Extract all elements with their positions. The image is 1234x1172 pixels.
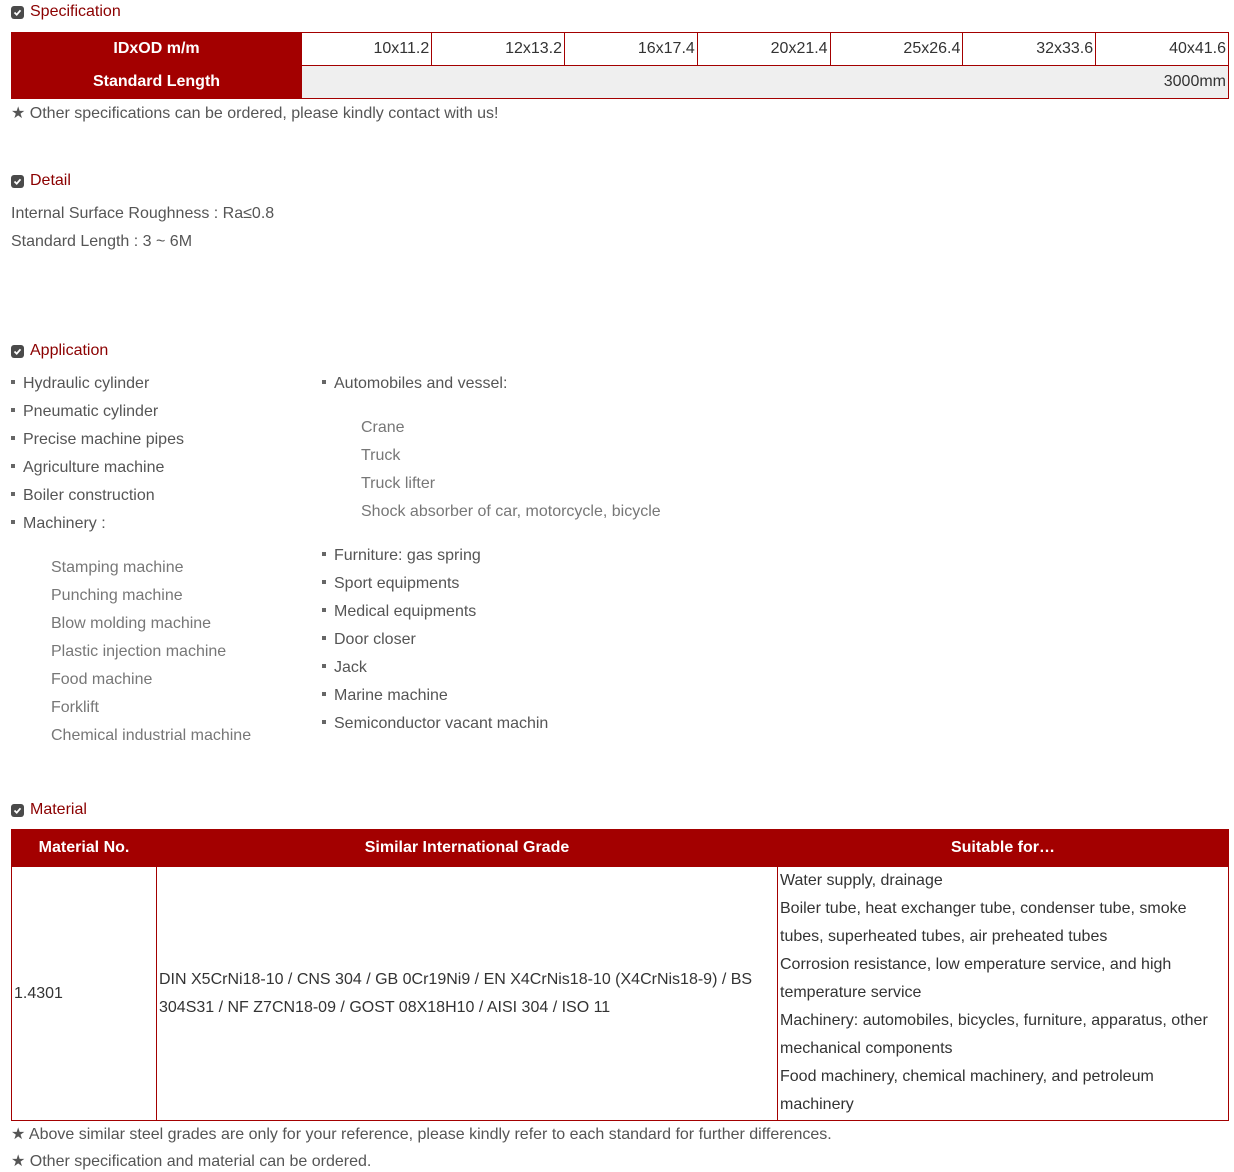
- bullet-icon: [11, 408, 15, 412]
- specification-table: [11, 32, 1229, 99]
- list-item: Boiler construction: [11, 482, 184, 510]
- material-note: ★ Above similar steel grades are only for your reference, please kindly refer to each standard for further differences.: [11, 1126, 832, 1143]
- suitable-cell: [778, 867, 1229, 1121]
- bullet-icon: [11, 380, 15, 384]
- list-item: Food machine: [51, 671, 153, 688]
- bullet-icon: [11, 520, 15, 524]
- bullet-icon: [322, 692, 326, 696]
- list-item: Truck: [361, 447, 401, 464]
- material-note: ★ Other specification and material can be ordered.: [11, 1153, 372, 1170]
- checkbox-icon: [11, 804, 24, 817]
- suitable-item: Water supply, drainage: [780, 872, 943, 889]
- list-item: Jack: [322, 654, 548, 682]
- bullet-icon: [322, 552, 326, 556]
- checkbox-icon: [11, 6, 24, 19]
- list-item: Shock absorber of car, motorcycle, bicycle: [361, 503, 661, 520]
- specification-title: Specification: [30, 3, 121, 20]
- list-item: Door closer: [322, 626, 548, 654]
- list-item: Plastic injection machine: [51, 643, 227, 660]
- material-title: Material: [30, 801, 87, 818]
- table-row: [12, 830, 1229, 867]
- size-cell: 25x26.4: [830, 33, 963, 66]
- list-item: Chemical industrial machine: [51, 727, 252, 744]
- size-cell: 10x11.2: [302, 33, 432, 66]
- material-heading: [11, 801, 87, 819]
- column-header: Material No.: [12, 830, 157, 867]
- list-item: Forklift: [51, 699, 99, 716]
- size-header: IDxOD m/m: [12, 33, 302, 66]
- list-item: Stamping machine: [51, 559, 184, 576]
- specification-heading: [11, 3, 121, 21]
- bullet-icon: [322, 664, 326, 668]
- list-item: Crane: [361, 419, 405, 436]
- list-item: Pneumatic cylinder: [11, 398, 184, 426]
- grade-cell: DIN X5CrNi18-10 / CNS 304 / GB 0Cr19Ni9 / EN X4CrNis18-10 (X4CrNis18-9) / BS 304S31 / NF Z7CN18-09 / GOST 08X18H10 / AISI 304 / ISO 11: [157, 867, 778, 1121]
- size-cell: 12x13.2: [432, 33, 565, 66]
- length-header: Standard Length: [12, 66, 302, 99]
- size-cell: 40x41.6: [1096, 33, 1229, 66]
- suitable-item: Corrosion resistance, low emperature service, and high temperature service: [780, 956, 1172, 1001]
- list-item: Machinery :: [11, 510, 184, 538]
- list-item: Medical equipments: [322, 598, 548, 626]
- size-cell: 16x17.4: [565, 33, 698, 66]
- checkbox-icon: [11, 175, 24, 188]
- bullet-icon: [322, 580, 326, 584]
- detail-length: Standard Length : 3 ~ 6M: [11, 233, 193, 250]
- automobiles-heading-list: [322, 370, 507, 398]
- application-heading: [11, 342, 108, 360]
- application-title: Application: [30, 342, 109, 359]
- size-cell: 32x33.6: [963, 33, 1096, 66]
- bullet-icon: [322, 380, 326, 384]
- column-header: Suitable for…: [778, 830, 1229, 867]
- bullet-icon: [322, 608, 326, 612]
- detail-roughness: Internal Surface Roughness : Ra≤0.8: [11, 205, 275, 222]
- suitable-item: Boiler tube, heat exchanger tube, condenser tube, smoke tubes, superheated tubes, air preheated tubes: [780, 900, 1187, 945]
- detail-title: Detail: [30, 172, 71, 189]
- machinery-sublist: [51, 554, 251, 750]
- suitable-item: Food machinery, chemical machinery, and petroleum machinery: [780, 1068, 1154, 1113]
- list-item: Punching machine: [51, 587, 183, 604]
- list-item: Precise machine pipes: [11, 426, 184, 454]
- material-no-cell: 1.4301: [12, 867, 157, 1121]
- application-right-list: [322, 542, 548, 738]
- bullet-icon: [322, 720, 326, 724]
- standard-length-value: 3000mm: [302, 66, 1229, 99]
- suitable-item: Machinery: automobiles, bicycles, furniture, apparatus, other mechanical components: [780, 1012, 1208, 1057]
- table-row: [12, 33, 1229, 66]
- list-item: Agriculture machine: [11, 454, 184, 482]
- application-left-list: [11, 370, 184, 538]
- list-item: Blow molding machine: [51, 615, 212, 632]
- list-item: Hydraulic cylinder: [11, 370, 184, 398]
- automobiles-sublist: [361, 414, 661, 526]
- table-row: [12, 66, 1229, 99]
- list-item: Automobiles and vessel:: [322, 370, 507, 398]
- checkbox-icon: [11, 345, 24, 358]
- list-item: Sport equipments: [322, 570, 548, 598]
- detail-heading: [11, 172, 71, 190]
- list-item: Semiconductor vacant machin: [322, 710, 548, 738]
- bullet-icon: [11, 464, 15, 468]
- table-row: [12, 867, 1229, 1121]
- list-item: Furniture: gas spring: [322, 542, 548, 570]
- bullet-icon: [11, 492, 15, 496]
- size-cell: 20x21.4: [697, 33, 830, 66]
- column-header: Similar International Grade: [157, 830, 778, 867]
- list-item: Marine machine: [322, 682, 548, 710]
- specification-note: ★ Other specifications can be ordered, please kindly contact with us!: [11, 105, 499, 122]
- bullet-icon: [322, 636, 326, 640]
- material-table: [11, 829, 1229, 1121]
- bullet-icon: [11, 436, 15, 440]
- list-item: Truck lifter: [361, 475, 436, 492]
